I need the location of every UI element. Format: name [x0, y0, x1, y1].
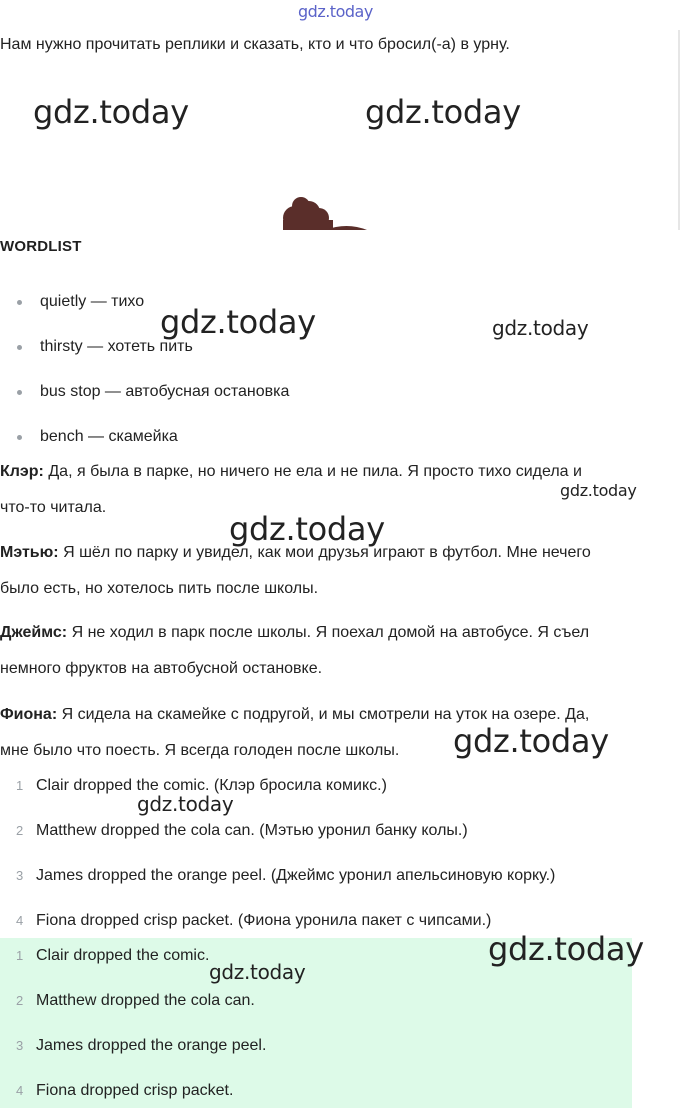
watermark: gdz.today	[365, 93, 521, 131]
illustration-fragment	[275, 196, 371, 230]
list-item: 2 Matthew dropped the cola can.	[16, 992, 255, 1009]
bullet-icon	[17, 345, 22, 350]
dialogue-james: Джеймс: Я не ходил в парк после школы. Я поехал домой на автобусе. Я съел немного фруктов на автобусной остановке.	[0, 624, 590, 677]
watermark: gdz.today	[492, 316, 589, 340]
list-item: 4 Fiona dropped crisp packet. (Фиона уронила пакет с чипсами.)	[16, 912, 492, 929]
dialogue-matthew: Мэтью: Я шёл по парку и увидел, как мои друзья играют в футбол. Мне нечего было есть, но хотелось пить после школы.	[0, 544, 591, 597]
list-item: 1 Clair dropped the comic. (Клэр бросила комикс.)	[16, 777, 387, 794]
watermark: gdz.today	[453, 722, 609, 760]
list-item: 2 Matthew dropped the cola can. (Мэтью уронил банку колы.)	[16, 822, 468, 839]
watermark: gdz.today	[209, 960, 306, 984]
translations-list	[0, 764, 680, 944]
watermark: gdz.today	[33, 93, 189, 131]
wordlist-item: bus stop — автобусная остановка	[0, 370, 289, 415]
wordlist-item: bench — скамейка	[0, 415, 289, 460]
wordlist-item: quietly — тихо	[0, 280, 289, 325]
list-item: 4 Fiona dropped crisp packet.	[16, 1082, 234, 1099]
watermark: gdz.today	[488, 930, 644, 968]
watermark: gdz.today	[137, 792, 234, 816]
dialogue-fiona: Фиона: Я сидела на скамейке с подругой, и мы смотрели на уток на озере. Да, мне было что поесть. Я всегда голоден после школы.	[0, 706, 590, 759]
watermark: gdz.today	[160, 303, 316, 341]
list-item: 3 James dropped the orange peel.	[16, 1037, 267, 1054]
list-item: 3 James dropped the orange peel. (Джеймс уронил апельсиновую корку.)	[16, 867, 556, 884]
list-item: 1 Clair dropped the comic.	[16, 947, 210, 964]
watermark: gdz.today	[229, 510, 385, 548]
bullet-icon	[17, 435, 22, 440]
wordlist-heading: WORDLIST	[0, 238, 82, 255]
wordlist-item: thirsty — хотеть пить	[0, 325, 289, 370]
dialogue-clair: Клэр: Да, я была в парке, но ничего не ела и не пила. Я просто тихо сидела и что-то читала.	[0, 463, 582, 516]
watermark: gdz.today	[560, 481, 637, 500]
top-watermark: gdz.today	[298, 2, 373, 21]
bullet-icon	[17, 300, 22, 305]
bullet-icon	[17, 390, 22, 395]
intro-text: Нам нужно прочитать реплики и сказать, кто и что бросил(-а) в урну.	[0, 36, 510, 53]
